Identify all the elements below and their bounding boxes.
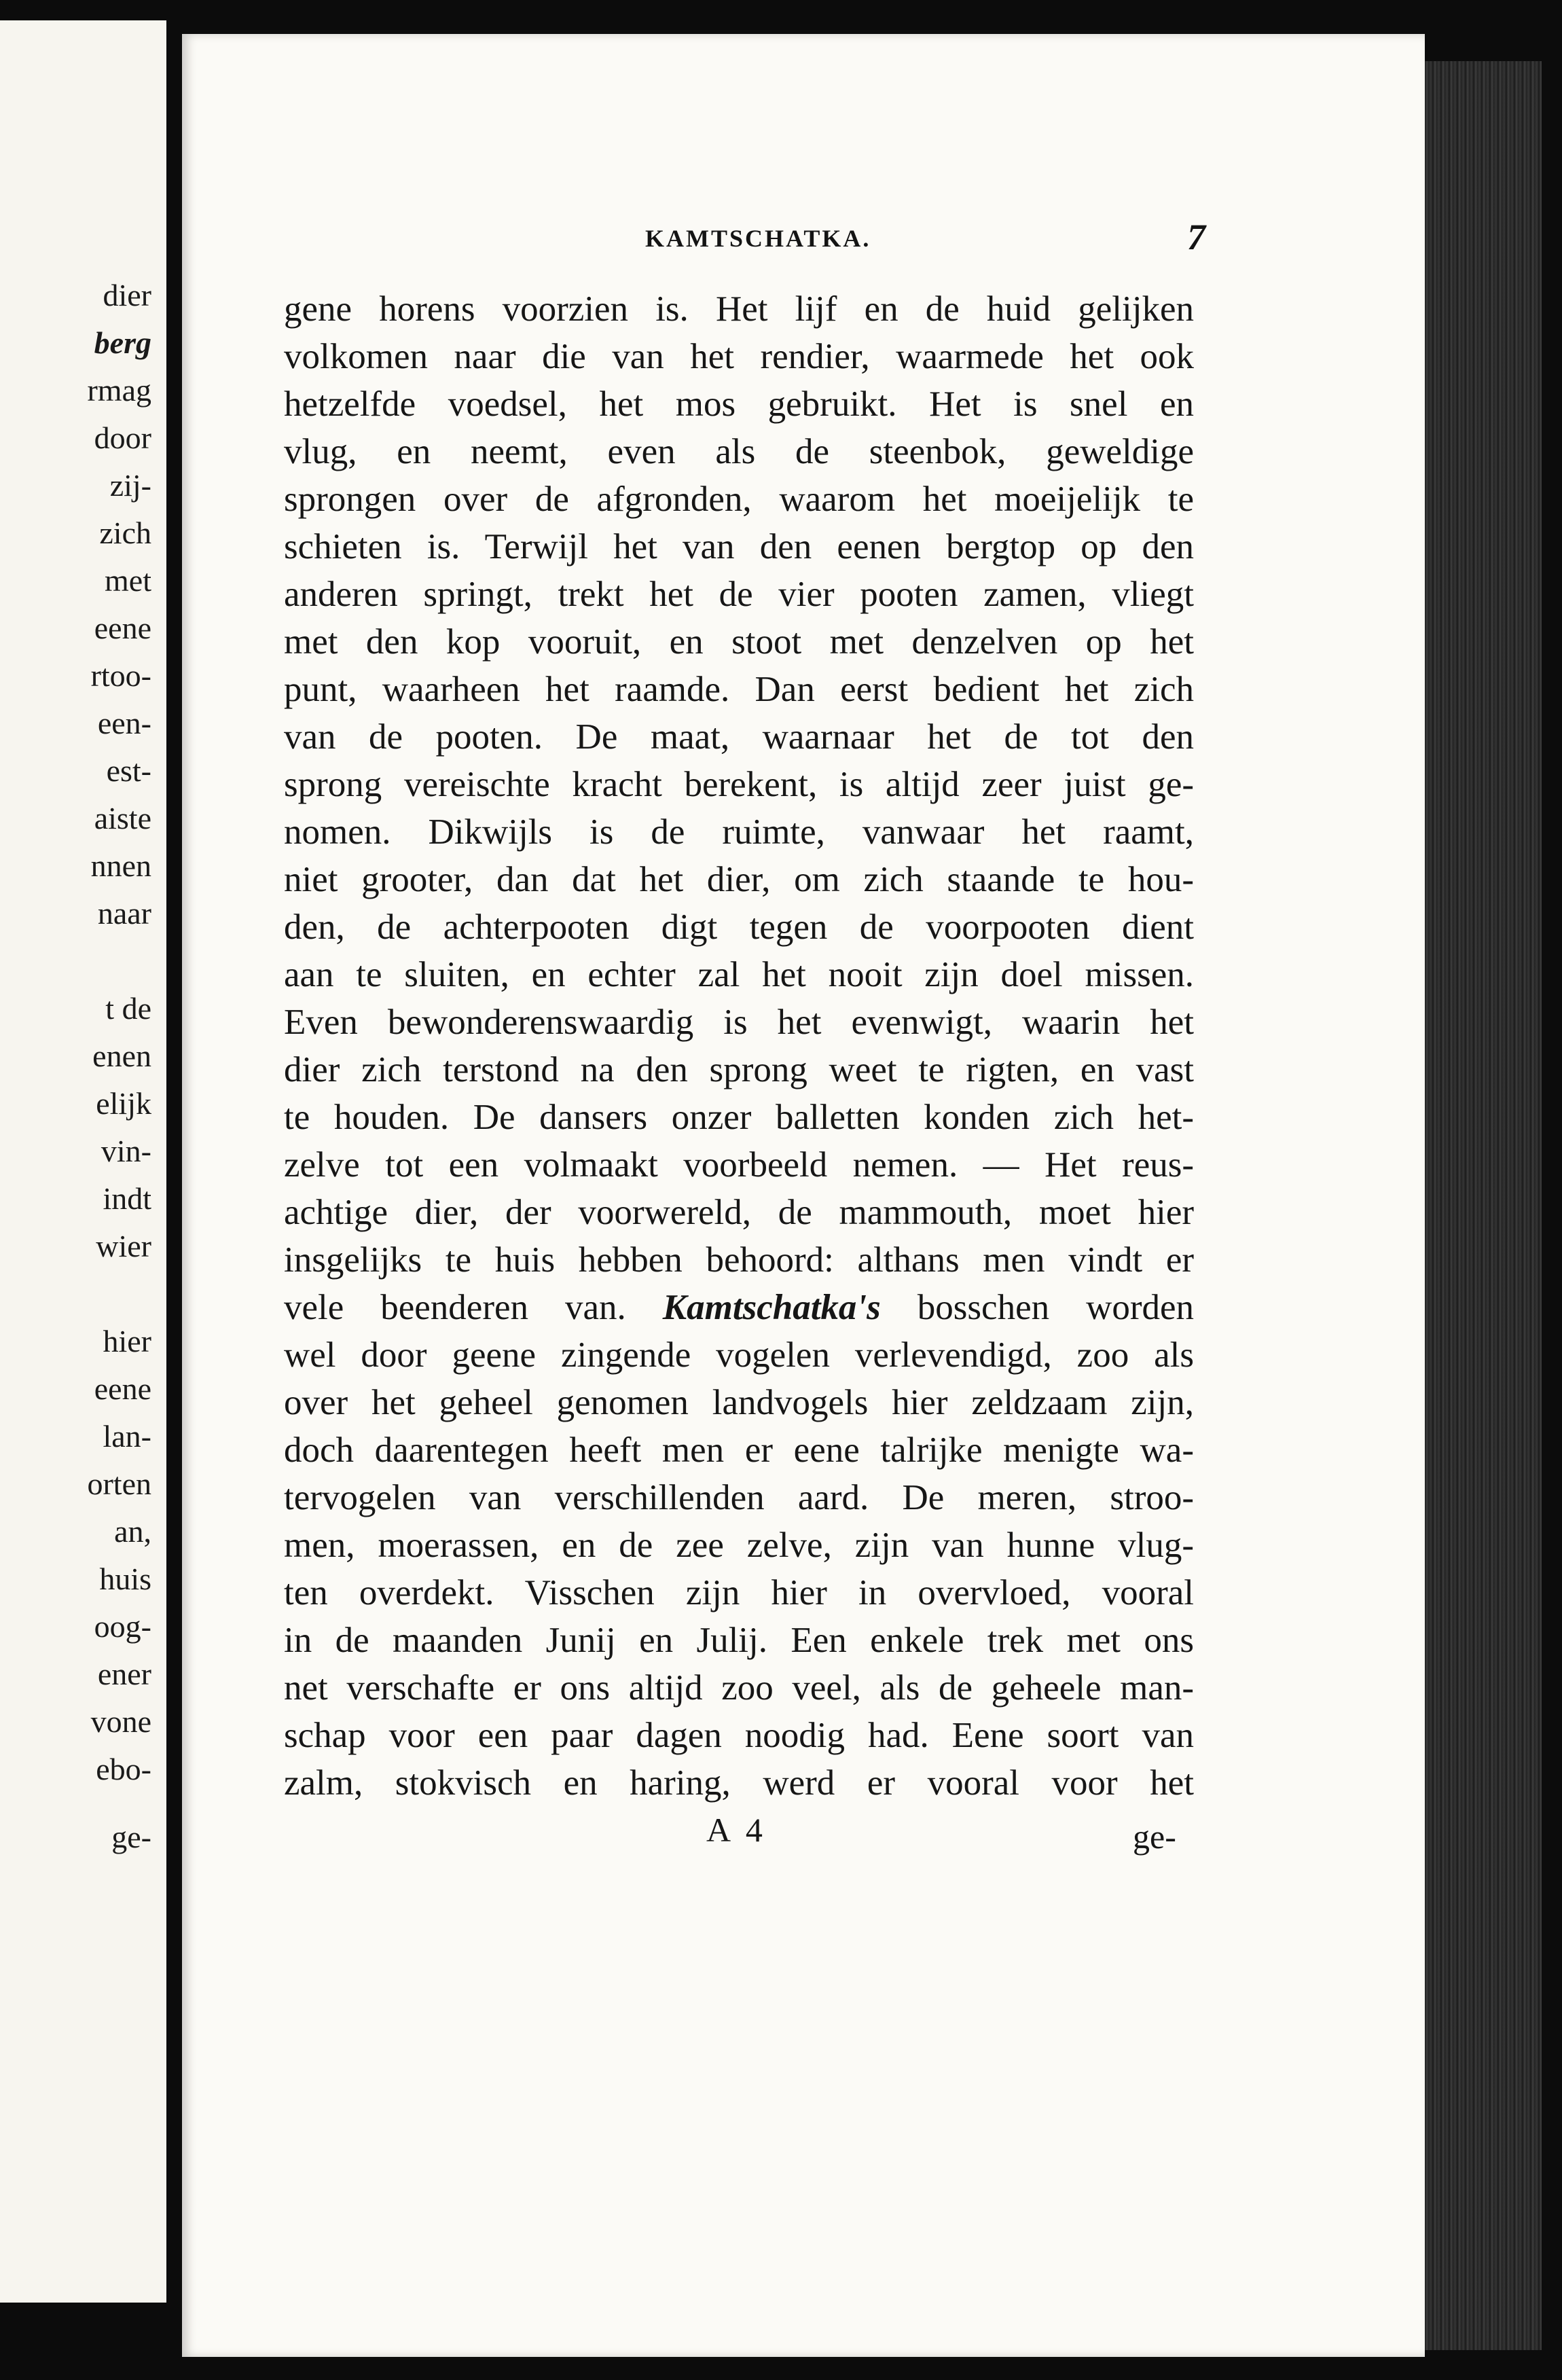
text-segment: vele beenderen van. xyxy=(284,1288,626,1327)
left-page-fragment: vone xyxy=(90,1704,151,1739)
text-line: schieten is. Terwijl het van den eenen bergtop op den xyxy=(284,527,1194,566)
text-line: aan te sluiten, en echter zal het nooit zijn doel missen. xyxy=(284,955,1194,994)
left-page-fragment: an, xyxy=(114,1514,151,1549)
left-page-fragment: zich xyxy=(99,516,151,550)
left-page-fragment: door xyxy=(94,420,151,455)
text-segment: bosschen worden xyxy=(917,1288,1195,1327)
text-line: tervogelen van verschillenden aard. De meren, stroo- xyxy=(284,1478,1194,1517)
left-page-fragment: een- xyxy=(97,706,151,740)
left-page-fragment: berg xyxy=(94,325,151,360)
left-page-fragment: t de xyxy=(105,991,151,1026)
text-line: anderen springt, trekt het de vier pooten zamen, vliegt xyxy=(284,575,1194,614)
left-page-fragment: zij- xyxy=(109,468,151,503)
text-line: doch daarentegen heeft men er eene talrijke menigte wa- xyxy=(284,1430,1194,1470)
left-page-fragment: vin- xyxy=(101,1134,151,1168)
left-page-fragment: ebo- xyxy=(96,1752,151,1786)
text-line: achtige dier, der voorwereld, de mammouth, moet hier xyxy=(284,1193,1194,1232)
left-page-fragment: rmag xyxy=(87,373,151,408)
left-page-fragment: hier xyxy=(103,1324,151,1358)
text-line-with-italic xyxy=(284,1284,1194,1331)
left-page-fragment: indt xyxy=(103,1181,151,1216)
left-page-fragment: ge- xyxy=(111,1820,151,1854)
left-page-fragment: huis xyxy=(99,1562,151,1596)
left-page-fragment: oog- xyxy=(94,1609,151,1644)
text-line: sprong vereischte kracht berekent, is altijd zeer juist ge- xyxy=(284,765,1194,804)
text-line: punt, waarheen het raamde. Dan eerst bedient het zich xyxy=(284,670,1194,709)
text-line: in de maanden Junij en Julij. Een enkele trek met ons xyxy=(284,1621,1194,1660)
text-line: zelve tot een volmaakt voorbeeld nemen. — Het reus- xyxy=(284,1145,1194,1185)
text-line: zalm, stokvisch en haring, werd er vooral voor het xyxy=(284,1763,1194,1803)
text-line: hetzelfde voedsel, het mos gebruikt. Het is snel en xyxy=(284,384,1194,424)
left-page-fragment: dier xyxy=(103,278,151,312)
text-line: over het geheel genomen landvogels hier zeldzaam zijn, xyxy=(284,1383,1194,1422)
left-page-fragment: nnen xyxy=(90,848,151,883)
left-page-fragment: lan- xyxy=(103,1419,151,1454)
text-line: schap voor een paar dagen noodig had. Eene soort van xyxy=(284,1716,1194,1755)
left-page-fragment: enen xyxy=(92,1039,151,1073)
text-line: insgelijks te huis hebben behoord: althans men vindt er xyxy=(284,1240,1194,1280)
text-line: men, moerassen, en de zee zelve, zijn van hunne vlug- xyxy=(284,1526,1194,1565)
text-line: den, de achterpooten digt tegen de voorpooten dient xyxy=(284,907,1194,947)
left-page-fragment: elijk xyxy=(96,1086,151,1121)
text-line: ten overdekt. Visschen zijn hier in overvloed, vooral xyxy=(284,1573,1194,1612)
text-line: te houden. De dansers onzer balletten konden zich het- xyxy=(284,1098,1194,1137)
text-line: gene horens voorzien is. Het lijf en de huid gelijken xyxy=(284,289,1194,329)
body-text xyxy=(284,285,1194,1807)
text-line: sprongen over de afgronden, waarom het moeijelijk te xyxy=(284,480,1194,519)
page-number: 7 xyxy=(1187,217,1205,257)
left-page-fragment: wier xyxy=(96,1229,151,1263)
left-page-fragment: orten xyxy=(87,1466,151,1501)
italic-place-name: Kamtschatka's xyxy=(662,1288,881,1327)
text-line: nomen. Dikwijls is de ruimte, vanwaar het raamt, xyxy=(284,812,1194,852)
left-page-fragment: ener xyxy=(97,1657,151,1691)
left-facing-page xyxy=(0,20,166,2303)
left-page-fragment: eene xyxy=(94,1371,151,1406)
signature-mark: A 4 xyxy=(706,1811,767,1849)
left-page-fragment: eene xyxy=(94,611,151,645)
left-page-fragment: rtoo- xyxy=(90,658,151,693)
left-page-fragment: aiste xyxy=(94,801,151,835)
left-page-fragment: met xyxy=(105,563,151,598)
text-line: wel door geene zingende vogelen verlevendigd, zoo als xyxy=(284,1335,1194,1375)
left-page-fragment: est- xyxy=(106,753,151,788)
text-line: Even bewonderenswaardig is het evenwigt, waarin het xyxy=(284,1003,1194,1042)
left-page-fragment: naar xyxy=(97,896,151,931)
text-line: van de pooten. De maat, waarnaar het de tot den xyxy=(284,717,1194,757)
text-line: vlug, en neemt, even als de steenbok, geweldige xyxy=(284,432,1194,471)
text-line: niet grooter, dan dat het dier, om zich staande te hou- xyxy=(284,860,1194,899)
running-head: KAMTSCHATKA. xyxy=(645,225,871,252)
text-line: volkomen naar die van het rendier, waarmede het ook xyxy=(284,337,1194,376)
text-line: net verschafte er ons altijd zoo veel, als de geheele man- xyxy=(284,1668,1194,1708)
text-line: dier zich terstond na den sprong weet te rigten, en vast xyxy=(284,1050,1194,1089)
catchword: ge- xyxy=(1133,1818,1176,1856)
text-line: met den kop vooruit, en stoot met denzelven op het xyxy=(284,622,1194,662)
